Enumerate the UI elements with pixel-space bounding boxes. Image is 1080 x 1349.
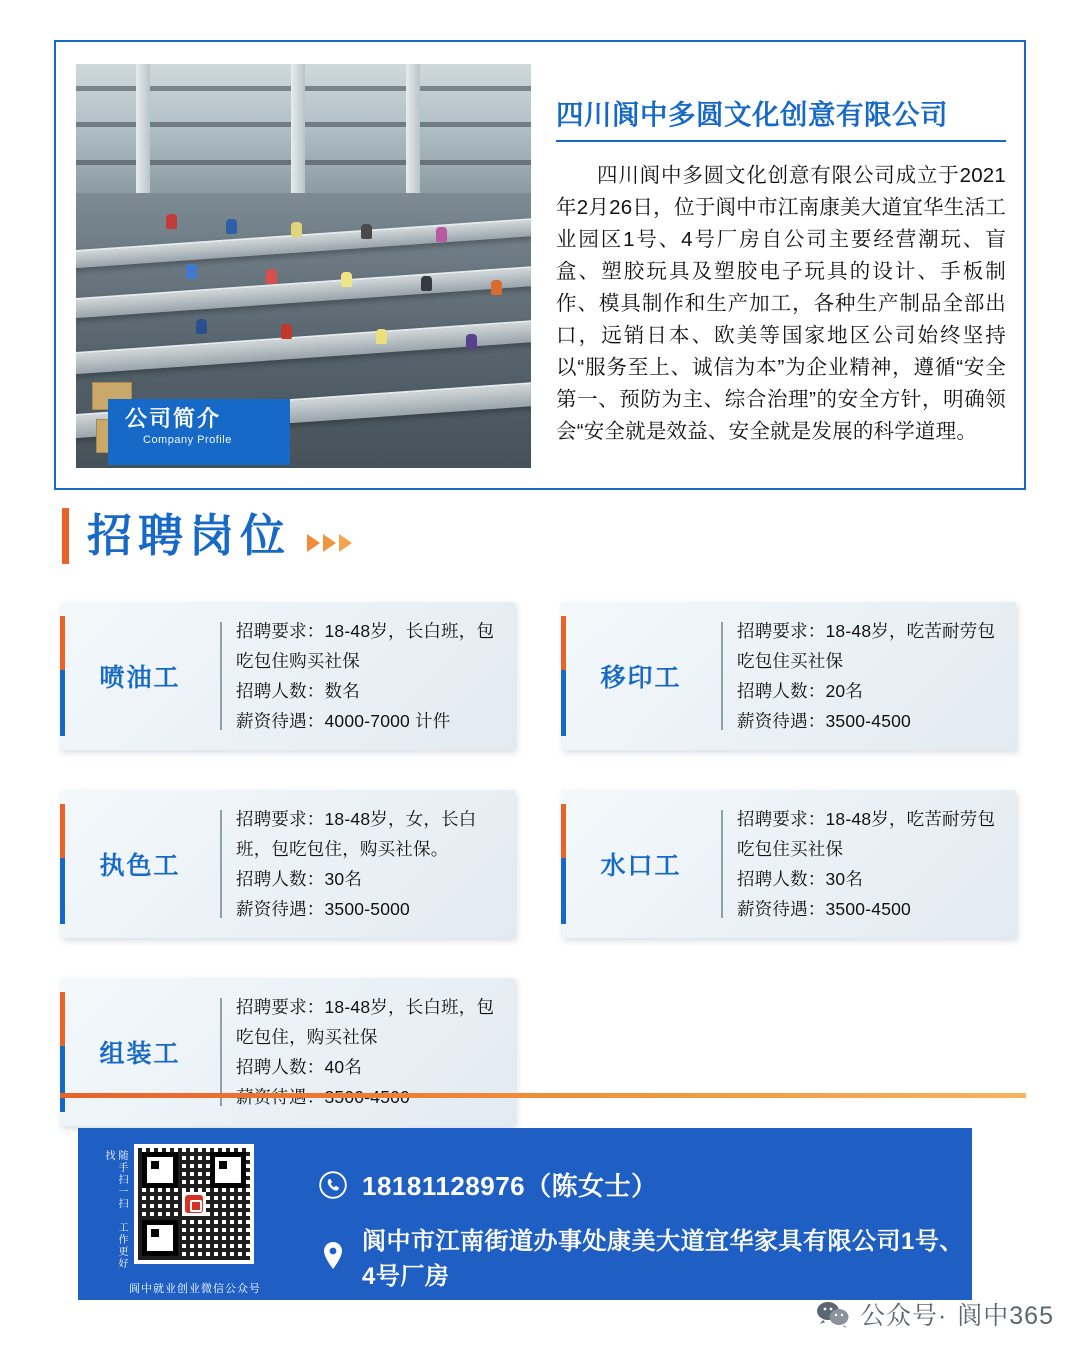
profile-badge-en: Company Profile	[143, 434, 232, 446]
job-title: 组装工	[99, 1040, 181, 1068]
job-title: 移印工	[600, 664, 682, 692]
heading-accent-bar	[62, 508, 69, 564]
footer-account	[816, 1296, 1054, 1332]
qr-caption: 阆中就业创业微信公众号	[129, 1283, 261, 1295]
factory-photo	[76, 64, 531, 468]
photo-worker	[361, 224, 372, 239]
qr-block	[98, 1138, 298, 1293]
photo-worker	[196, 319, 207, 334]
company-info	[556, 92, 1006, 448]
qr-eye-icon	[142, 1152, 178, 1188]
job-divider	[220, 998, 222, 1106]
location-pin-icon	[318, 1241, 348, 1271]
address-text: 阆中市江南街道办事处康美大道宜华家具有限公司1号、4号厂房	[362, 1228, 964, 1290]
phone-icon	[318, 1170, 348, 1200]
qr-eye-icon	[210, 1152, 246, 1188]
job-headcount: 招聘人数：40名	[236, 1057, 363, 1077]
recruitment-section-heading	[62, 508, 355, 564]
job-title: 喷油工	[99, 664, 181, 692]
photo-worker	[376, 329, 387, 344]
job-row	[60, 790, 1030, 938]
job-requirement: 招聘要求：18-48岁，吃苦耐劳包吃包住买社保	[737, 621, 996, 671]
job-card[interactable]	[60, 602, 515, 750]
qr-center-logo	[182, 1192, 206, 1216]
photo-worker	[166, 214, 177, 229]
wechat-icon	[816, 1300, 850, 1328]
qr-code-image[interactable]	[134, 1144, 254, 1264]
job-accent-bar	[561, 804, 566, 924]
job-details	[236, 616, 505, 736]
photo-pillar	[406, 64, 420, 204]
job-salary: 薪资待遇：3500-4500	[737, 899, 911, 919]
job-divider	[721, 810, 723, 918]
phone-number: 18181128976（陈女士）	[362, 1171, 658, 1201]
job-headcount: 招聘人数：30名	[737, 869, 864, 889]
job-card[interactable]	[60, 790, 515, 938]
photo-worker	[466, 334, 477, 349]
job-salary: 薪资待遇：3500-5000	[236, 899, 410, 919]
company-name: 四川阆中多圆文化创意有限公司	[556, 92, 1006, 142]
job-row	[60, 602, 1030, 750]
job-requirement: 招聘要求：18-48岁，吃苦耐劳包吃包住买社保	[737, 809, 996, 859]
company-profile-badge	[108, 399, 290, 465]
qr-eye-icon	[142, 1220, 178, 1256]
job-details	[737, 804, 1006, 924]
photo-worker	[186, 264, 197, 279]
photo-pillar	[136, 64, 150, 214]
contact-bar	[78, 1128, 972, 1300]
job-headcount: 招聘人数：数名	[236, 681, 360, 701]
contact-phone-line[interactable]	[318, 1166, 972, 1203]
job-divider	[220, 622, 222, 730]
job-headcount: 招聘人数：30名	[236, 869, 363, 889]
arrow-triple-icon	[307, 534, 355, 552]
job-title: 执色工	[99, 852, 181, 880]
qr-side-text: 随手扫一扫 工作更好找	[103, 1150, 127, 1270]
divider-rule	[60, 1093, 1026, 1098]
job-requirement: 招聘要求：18-48岁，长白班，包吃包住购买社保	[236, 621, 495, 671]
photo-worker	[281, 324, 292, 339]
job-accent-bar	[60, 616, 65, 736]
photo-worker	[226, 219, 237, 234]
profile-badge-cn: 公司简介	[125, 406, 222, 431]
section-title: 招聘岗位	[87, 510, 292, 561]
job-salary: 薪资待遇：3500-4500	[737, 711, 911, 731]
photo-worker	[266, 269, 277, 284]
contact-address-line[interactable]	[318, 1221, 972, 1291]
job-list	[60, 602, 1030, 1166]
footer-account-prefix: 公众号·	[859, 1302, 948, 1330]
job-requirement: 招聘要求：18-48岁，女，长白班，包吃包住，购买社保。	[236, 809, 477, 859]
job-details	[236, 804, 505, 924]
job-card[interactable]	[561, 790, 1016, 938]
job-card-empty-slot	[561, 978, 1016, 1126]
job-divider	[721, 622, 723, 730]
job-row	[60, 978, 1030, 1126]
photo-worker	[421, 276, 432, 291]
company-profile-card	[54, 40, 1026, 490]
job-title: 水口工	[600, 852, 682, 880]
footer-account-name: 阆中365	[957, 1302, 1054, 1330]
job-card[interactable]	[60, 978, 515, 1126]
job-divider	[220, 810, 222, 918]
photo-worker	[491, 280, 502, 295]
photo-worker	[291, 222, 302, 237]
contact-details	[318, 1166, 972, 1309]
photo-worker	[436, 227, 447, 242]
job-accent-bar	[561, 616, 566, 736]
company-description: 四川阆中多圆文化创意有限公司成立于2021年2月26日，位于阆中市江南康美大道宜华生活工业园区1号、4号厂房自公司主要经营潮玩、盲盒、塑胶玩具及塑胶电子玩具的设计、手板制作、模具制作和生产加工，各种生产制品全部出口，远销日本、欧美等国家地区公司始终坚持以“服务至上、诚信为本”为企业精神，遵循“安全第一、预防为主、综合治理”的安全方针，明确领会“安全就是效益、安全就是发展的科学道理。	[556, 164, 1006, 443]
job-card[interactable]	[561, 602, 1016, 750]
job-requirement: 招聘要求：18-48岁，长白班，包吃包住，购买社保	[236, 997, 495, 1047]
job-headcount: 招聘人数：20名	[737, 681, 864, 701]
photo-worker	[341, 272, 352, 287]
job-salary: 薪资待遇：4000-7000 计件	[236, 711, 451, 731]
job-accent-bar	[60, 804, 65, 924]
job-details	[737, 616, 1006, 736]
